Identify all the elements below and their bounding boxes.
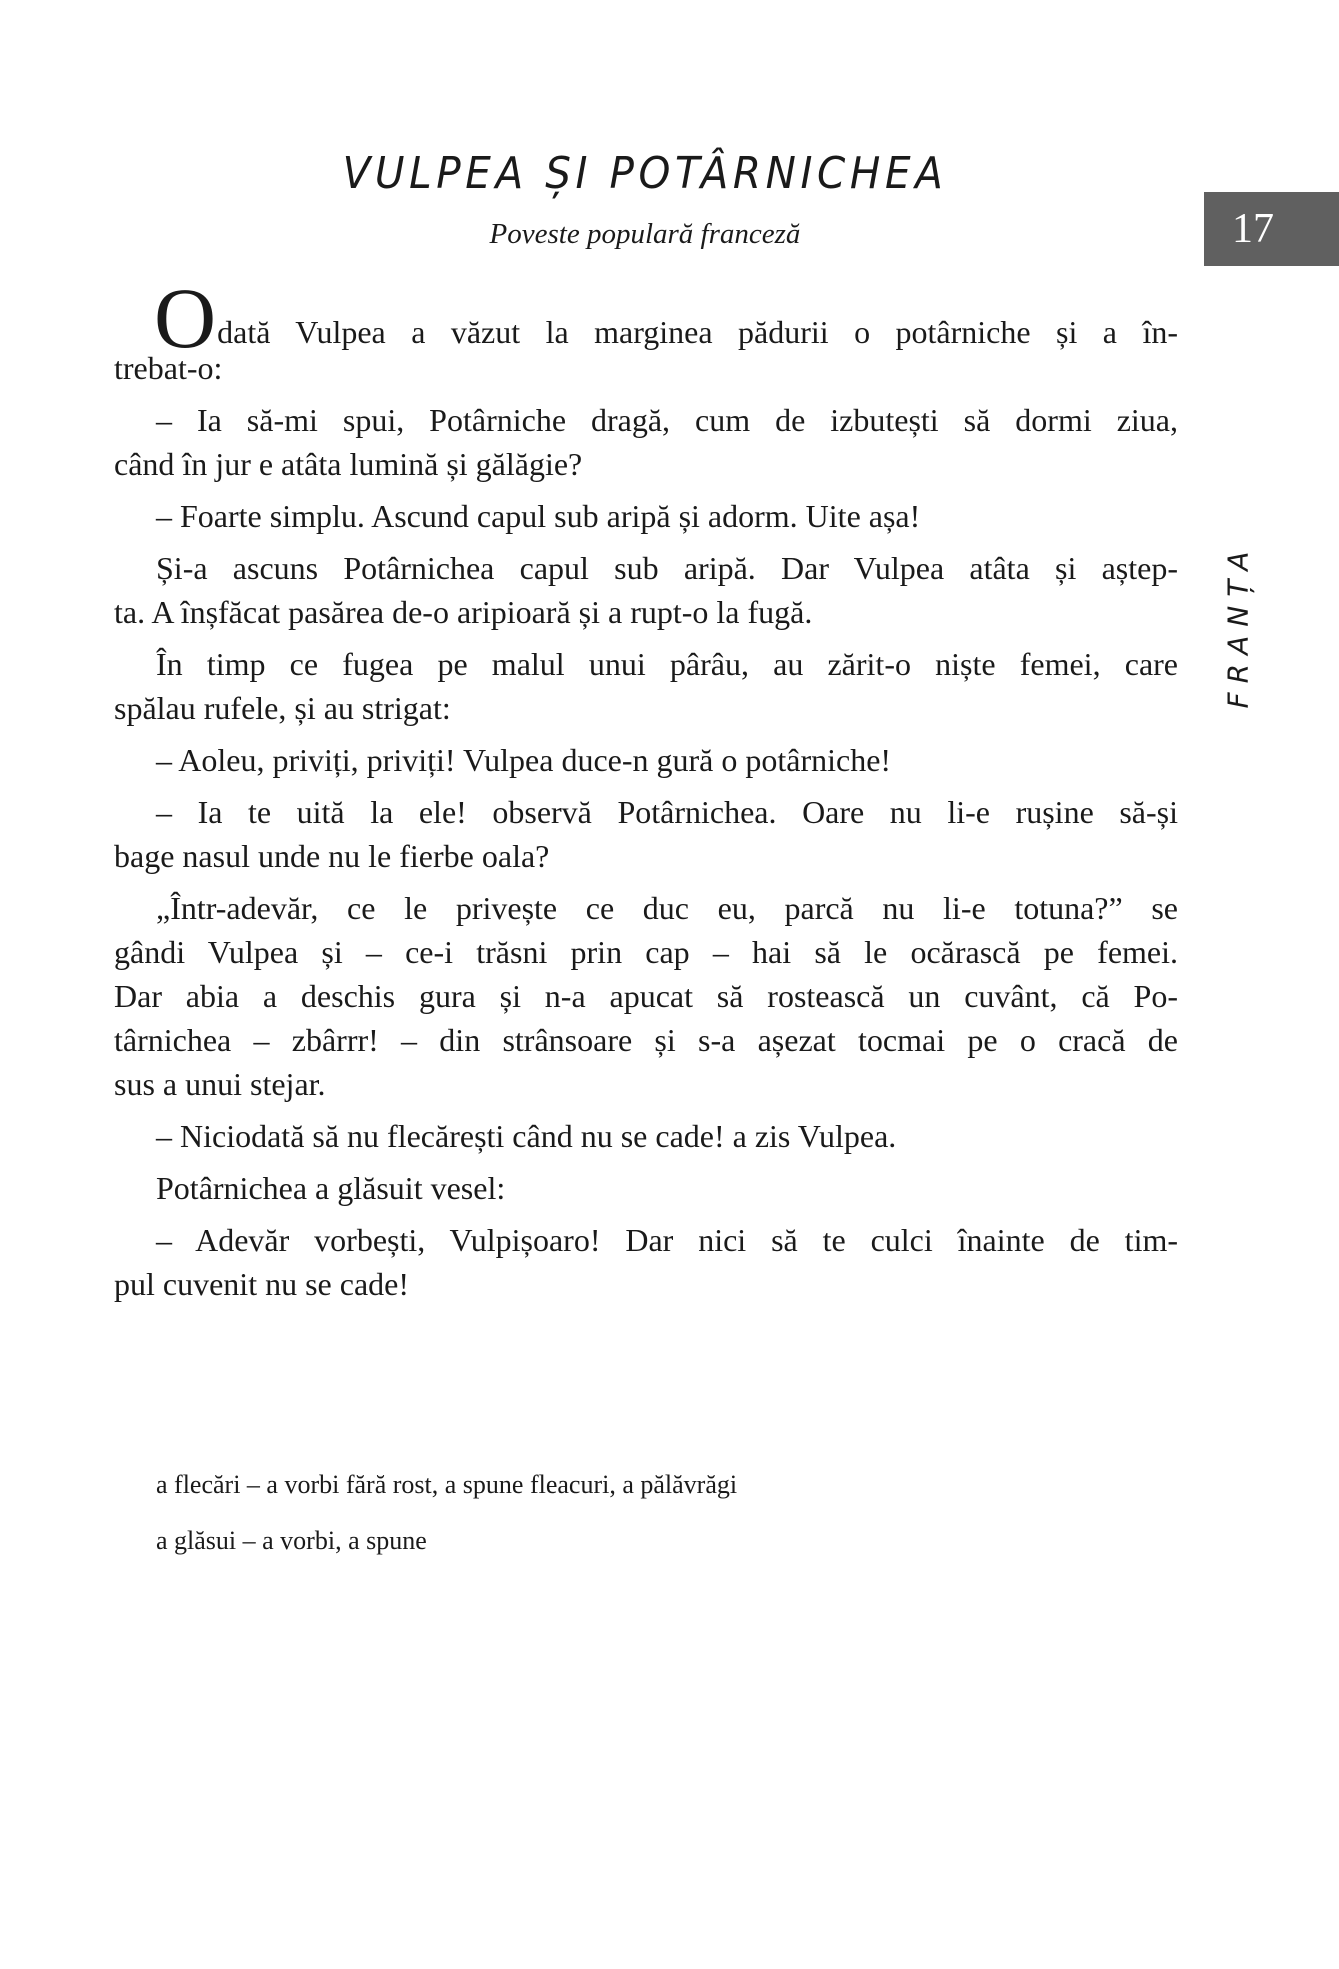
paragraph-line: ta. A înșfăcat pasărea de-o aripioară și a rupt-o la fugă. (114, 594, 813, 630)
paragraph-line: târnichea – zbârrr! – din strânsoare și s-a așezat tocmai pe o cracă de (114, 1022, 1178, 1058)
page-number-tab (1204, 192, 1339, 266)
paragraph-line: spălau rufele, și au strigat: (114, 690, 451, 726)
paragraph-line: „Într-adevăr, ce le privește ce duc eu, parcă nu li-e totuna?” se (156, 890, 1178, 926)
page-number: 17 (1232, 206, 1274, 252)
paragraph-line: când în jur e atâta lumină și gălăgie? (114, 446, 583, 482)
paragraph-line: – Aoleu, priviți, priviți! Vulpea duce-n gură o potârniche! (156, 742, 892, 778)
paragraph-line: Și-a ascuns Potârnichea capul sub aripă. Dar Vulpea atâta și aștep- (156, 550, 1178, 586)
paragraph-line: pul cuvenit nu se cade! (114, 1266, 409, 1302)
story-body (114, 270, 1178, 1306)
paragraph-line: Potârnichea a glăsuit vesel: (156, 1170, 506, 1206)
country-label: FRANȚA (1221, 542, 1255, 708)
drop-cap: O (154, 270, 217, 366)
paragraph-line: Dar abia a deschis gura și n-a apucat să rostească un cuvânt, că Po- (114, 978, 1178, 1014)
side-label (1218, 535, 1258, 715)
paragraph-line: sus a unui stejar. (114, 1066, 326, 1102)
story-title: VULPEA ȘI POTÂRNICHEA (342, 148, 948, 199)
paragraph-line: – Niciodată să nu flecărești când nu se cade! a zis Vulpea. (156, 1118, 897, 1154)
glossary (156, 1457, 737, 1569)
paragraph-line: trebat-o: (114, 350, 223, 386)
paragraph-line: gândi Vulpea și – ce-i trăsni prin cap – hai să le ocărască pe femei. (114, 934, 1178, 970)
story-subtitle: Poveste populară franceză (489, 218, 801, 250)
paragraph-line: – Foarte simplu. Ascund capul sub aripă și adorm. Uite așa! (156, 498, 921, 534)
glossary-entry: a flecări – a vorbi fără rost, a spune fleacuri, a pălăvrăgi (156, 1470, 738, 1499)
paragraph-line (114, 270, 1178, 366)
line-text: dată Vulpea a văzut la marginea pădurii o potârniche și a în- (217, 314, 1178, 350)
glossary-entry: a glăsui – a vorbi, a spune (156, 1526, 427, 1555)
paragraph-line: În timp ce fugea pe malul unui pârâu, au zărit-o niște femei, care (156, 646, 1178, 682)
paragraph-line: – Adevăr vorbești, Vulpișoaro! Dar nici să te culci înainte de tim- (156, 1222, 1178, 1258)
paragraph-line: – Ia să-mi spui, Potârniche dragă, cum de izbutești să dormi ziua, (156, 402, 1178, 438)
paragraph-line: – Ia te uită la ele! observă Potârnichea. Oare nu li-e rușine să-și (156, 794, 1178, 830)
paragraph-line: bage nasul unde nu le fierbe oala? (114, 838, 550, 874)
